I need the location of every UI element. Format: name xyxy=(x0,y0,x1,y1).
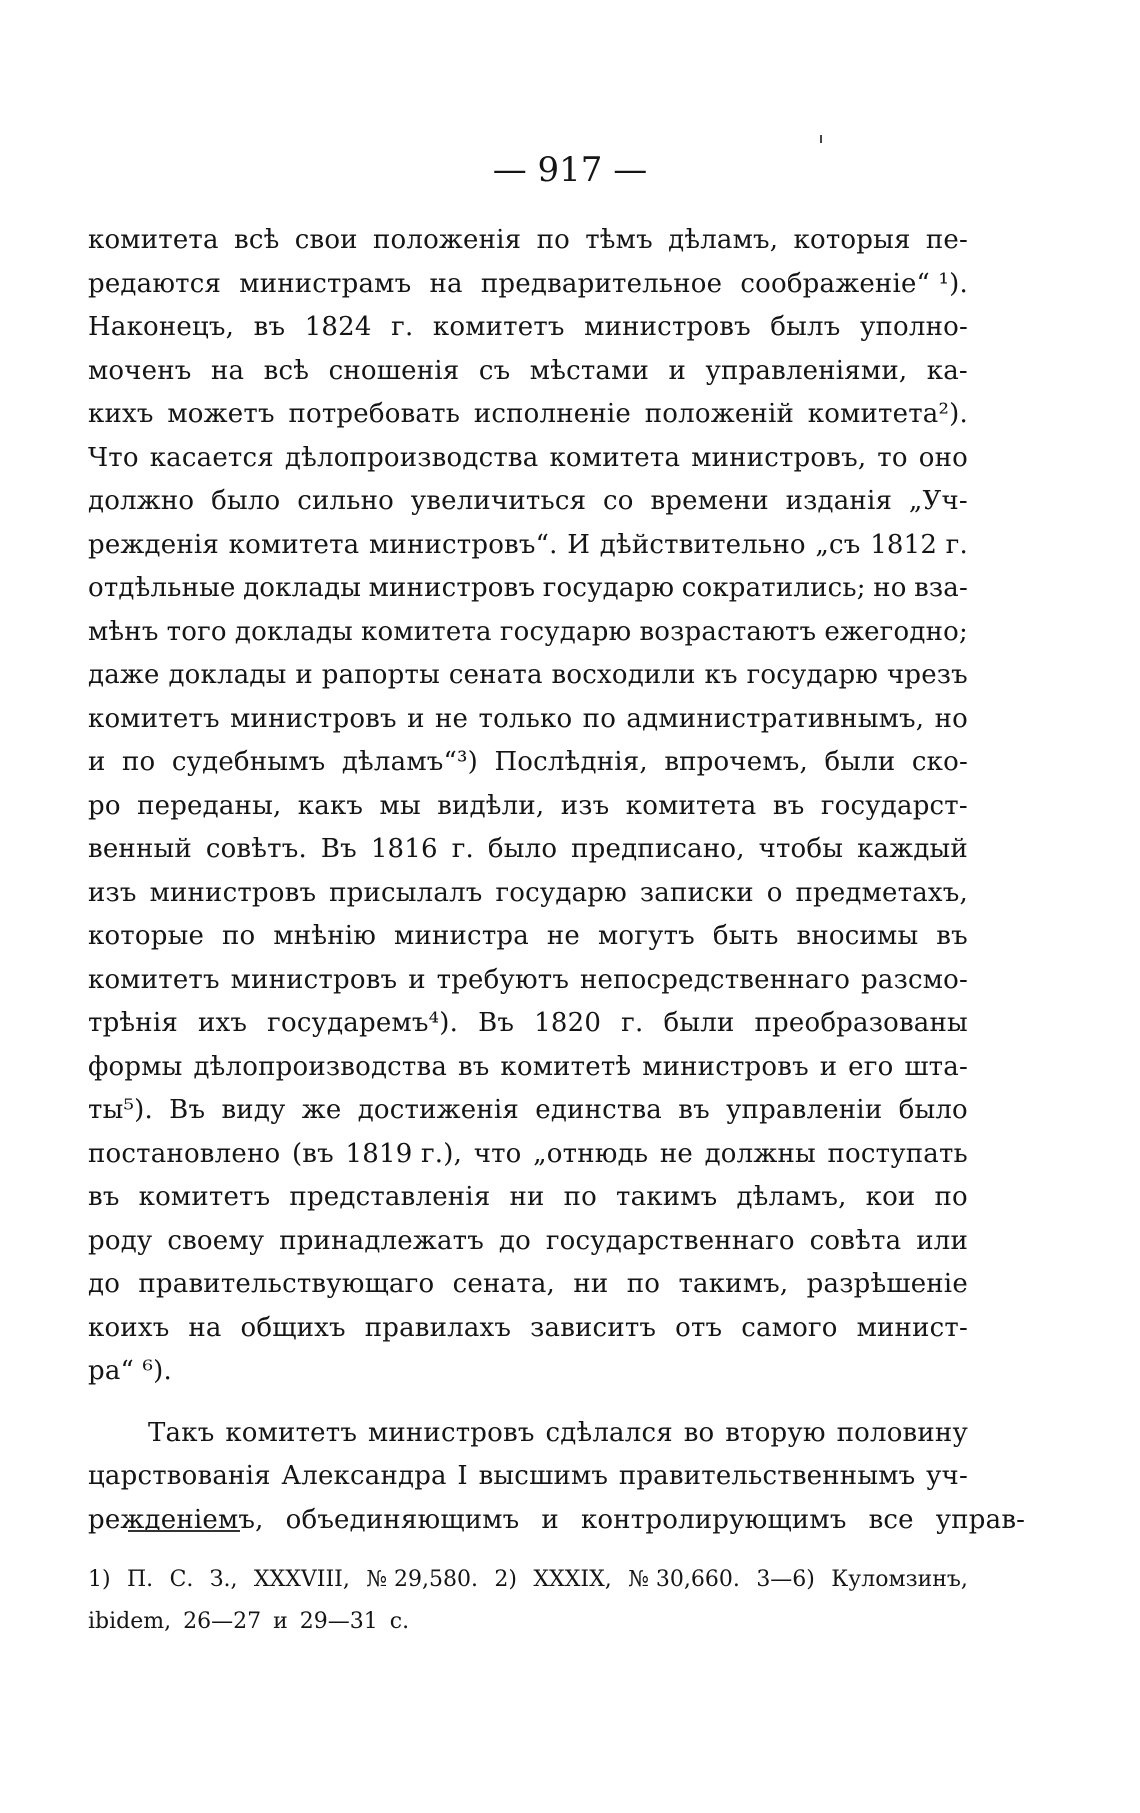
word: каждый xyxy=(857,834,968,864)
word: въ xyxy=(88,1182,120,1212)
word: 1819 г.), xyxy=(345,1138,463,1169)
word: комитетъ xyxy=(88,703,220,734)
word: министровъ xyxy=(368,573,536,603)
word: управ- xyxy=(935,1504,1026,1535)
word: ско- xyxy=(911,747,968,777)
word: государю xyxy=(499,616,632,647)
word: должно xyxy=(88,486,195,516)
word: моченъ xyxy=(88,355,192,386)
word: на xyxy=(429,268,463,299)
word: присылалъ xyxy=(329,877,483,908)
word: режденія xyxy=(88,529,219,560)
word: 29—31 xyxy=(299,1609,378,1634)
body-text xyxy=(88,225,1026,1548)
word: которыя xyxy=(793,225,911,255)
word: о xyxy=(766,877,783,908)
text-line xyxy=(88,704,968,748)
word: объединяющимъ xyxy=(285,1504,520,1535)
word: ни xyxy=(573,1269,609,1299)
word: I xyxy=(457,1461,468,1491)
word: только xyxy=(478,703,573,734)
word: Наконецъ, xyxy=(88,312,235,342)
word: комитетъ xyxy=(225,1417,358,1448)
text-line xyxy=(88,1226,968,1270)
word: государю xyxy=(746,660,879,690)
word: государственнаго xyxy=(545,1225,795,1256)
text-line xyxy=(88,269,968,313)
word: по xyxy=(626,1269,661,1299)
word: должны xyxy=(704,1138,816,1169)
word: сената, xyxy=(452,1269,555,1299)
word: и xyxy=(407,703,425,734)
word: Послѣднія, xyxy=(494,747,648,777)
word: государст- xyxy=(820,790,968,821)
text-line xyxy=(88,617,968,661)
text-line xyxy=(88,1356,968,1400)
word: формы xyxy=(88,1051,183,1082)
word: Что xyxy=(88,442,139,473)
word: „съ xyxy=(815,529,861,560)
word: самого xyxy=(741,1312,838,1343)
word: дѣламъ“³) xyxy=(341,747,478,777)
word: государю xyxy=(495,877,627,908)
word: сношенія xyxy=(328,355,460,386)
word: административнымъ, xyxy=(626,703,925,734)
word: Куломзинъ, xyxy=(831,1567,968,1592)
word: вторую xyxy=(725,1417,826,1448)
word: не xyxy=(546,921,581,951)
word: № 30,660. xyxy=(628,1567,740,1592)
footnote-divider xyxy=(128,1530,240,1532)
text-line xyxy=(88,1182,968,1226)
word: роду xyxy=(88,1225,153,1256)
word: которые xyxy=(88,921,205,951)
text-line xyxy=(88,1313,968,1357)
text-line xyxy=(88,1139,968,1183)
word: положенія xyxy=(372,225,522,255)
text-line xyxy=(88,1095,968,1139)
word: комитета xyxy=(228,529,360,560)
word: было xyxy=(487,834,558,864)
word: комитета xyxy=(625,790,757,821)
word: сената xyxy=(448,660,543,690)
word: требуютъ xyxy=(436,964,570,995)
word: въ xyxy=(253,312,286,342)
word: единства xyxy=(535,1095,662,1125)
word: государемъ⁴). xyxy=(267,1008,459,1038)
text-line xyxy=(88,356,968,400)
word: пе- xyxy=(925,225,968,255)
text-line xyxy=(88,399,968,443)
text-line xyxy=(88,1269,968,1313)
word: но xyxy=(873,573,907,603)
word: правительствующаго xyxy=(138,1269,435,1299)
word: министровъ, xyxy=(691,442,867,473)
word: достиженія xyxy=(357,1095,520,1125)
word: венный xyxy=(88,834,192,864)
word: по xyxy=(563,1182,597,1212)
word: министровъ“. xyxy=(369,529,558,560)
word: доклады xyxy=(243,573,362,603)
text-line xyxy=(88,660,968,704)
word: комитетѣ xyxy=(500,1051,632,1082)
word: комитетъ xyxy=(432,312,565,342)
text-line xyxy=(88,791,968,835)
word: виду xyxy=(221,1095,286,1125)
text-line xyxy=(88,921,968,965)
word: „Уч- xyxy=(908,486,968,516)
word: на xyxy=(188,1312,222,1343)
word: сократились; xyxy=(681,573,866,603)
word: 1820 xyxy=(534,1008,602,1038)
word: ка- xyxy=(926,355,968,386)
word: и xyxy=(668,355,687,386)
word: былъ xyxy=(770,312,841,342)
word: положеній xyxy=(644,399,794,429)
word: ни xyxy=(509,1182,545,1212)
word: с. xyxy=(389,1609,410,1634)
word: быть xyxy=(712,921,779,951)
text-line xyxy=(88,1461,968,1505)
word: дѣйствительно xyxy=(599,529,806,560)
word: XXXIX, xyxy=(533,1567,612,1592)
word: преобразованы xyxy=(754,1008,968,1038)
word: мѣнъ xyxy=(88,616,159,647)
word: всѣ xyxy=(233,225,280,255)
word: совѣтъ. xyxy=(205,834,307,864)
word: вносимы xyxy=(796,921,919,951)
word: сдѣлался xyxy=(545,1417,673,1448)
text-line xyxy=(88,834,968,878)
word: въ xyxy=(678,1095,710,1125)
word: министра xyxy=(394,921,529,951)
word: до xyxy=(498,1225,531,1256)
word: министровъ xyxy=(584,312,751,342)
word: „отнюдь xyxy=(533,1138,649,1169)
word: и xyxy=(408,964,426,995)
word: въ xyxy=(457,1051,490,1082)
word: по xyxy=(222,921,256,951)
word: коихъ xyxy=(88,1312,170,1343)
footnote-line xyxy=(88,1609,968,1651)
word: С. xyxy=(169,1567,194,1592)
word: поступать xyxy=(827,1138,968,1169)
word: П. xyxy=(126,1567,154,1592)
word: то xyxy=(877,442,908,473)
print-mark xyxy=(820,135,822,143)
word: представленія xyxy=(289,1182,491,1212)
word: видѣли, xyxy=(437,790,545,821)
word: въ xyxy=(772,790,805,821)
word: редаются xyxy=(88,268,222,299)
word: тѣмъ xyxy=(585,225,653,255)
word: вза- xyxy=(914,573,968,603)
word: мы xyxy=(379,790,421,821)
word: 2) xyxy=(494,1567,517,1592)
word: не xyxy=(435,703,469,734)
word: З., xyxy=(209,1567,238,1592)
word: царствованія xyxy=(88,1461,271,1491)
word: и xyxy=(88,747,106,777)
word: государю xyxy=(542,573,675,603)
word: министрамъ xyxy=(239,268,412,299)
word: изъ xyxy=(560,790,610,821)
word: были xyxy=(663,1008,735,1038)
text-line xyxy=(88,225,968,269)
word: уполно- xyxy=(860,312,968,342)
text-line xyxy=(88,965,968,1009)
word: такимъ xyxy=(615,1182,718,1212)
word: такимъ, xyxy=(678,1269,789,1299)
word: комитета xyxy=(361,616,492,647)
word: того xyxy=(166,616,227,647)
word: къ xyxy=(704,660,738,690)
word: зависитъ xyxy=(530,1312,657,1343)
word: но xyxy=(934,703,968,734)
word: непосредственнаго xyxy=(580,964,851,995)
word: предметахъ, xyxy=(795,877,968,908)
word: контролирующимъ xyxy=(580,1504,847,1535)
word: было xyxy=(211,486,281,516)
word: разрѣшеніе xyxy=(806,1269,968,1299)
word: ты⁵). xyxy=(88,1095,153,1125)
text-line xyxy=(88,1504,1026,1549)
word: общихъ xyxy=(240,1312,346,1343)
word: министровъ xyxy=(149,877,317,908)
footnotes xyxy=(88,1567,968,1651)
text-line xyxy=(88,530,968,574)
word: комитета xyxy=(549,442,681,473)
word: все xyxy=(868,1504,914,1535)
text-line xyxy=(88,443,968,487)
word: министровъ xyxy=(367,1417,535,1448)
word: Въ xyxy=(478,1008,515,1038)
word: или xyxy=(916,1225,968,1256)
word: доклады xyxy=(168,660,287,690)
word: 1) xyxy=(88,1567,111,1592)
word: г. xyxy=(391,312,414,342)
word: и xyxy=(295,660,313,690)
word: соображеніе“ ¹). xyxy=(740,268,968,299)
word: управленіями, xyxy=(705,355,908,386)
word: свои xyxy=(294,225,358,255)
word: изданія xyxy=(785,486,893,516)
text-line xyxy=(88,573,968,617)
word: трѣнія xyxy=(88,1008,178,1038)
word: рапорты xyxy=(321,660,440,690)
word: уч- xyxy=(926,1461,968,1491)
word: министровъ xyxy=(230,964,398,995)
word: предварительное xyxy=(480,268,723,299)
word: мнѣнію xyxy=(273,921,377,951)
word: отдѣльные xyxy=(88,573,236,603)
word: постановлено xyxy=(88,1138,281,1169)
word: 1816 xyxy=(370,834,438,864)
word: по xyxy=(582,703,617,734)
word: его xyxy=(848,1051,894,1082)
word: половину xyxy=(836,1417,968,1448)
word: оно xyxy=(918,442,968,473)
word: исполненіе xyxy=(473,399,631,429)
word: минист- xyxy=(856,1312,968,1343)
word: судебнымъ xyxy=(171,747,326,777)
word: въ xyxy=(936,921,968,951)
word: ра“ ⁶). xyxy=(88,1356,172,1386)
word: 1824 xyxy=(304,312,372,342)
word: со xyxy=(603,486,634,516)
word: (въ xyxy=(291,1138,334,1169)
page-number: — 917 — xyxy=(492,150,648,190)
word: 3—6) xyxy=(756,1567,815,1592)
word: по xyxy=(122,747,156,777)
word: предписано, xyxy=(571,834,745,864)
word: г. xyxy=(451,834,474,864)
word: доклады xyxy=(234,616,353,647)
word: режденіемъ, xyxy=(88,1504,264,1535)
word: можетъ xyxy=(167,399,275,429)
word: принадлежатъ xyxy=(279,1225,484,1256)
word: высшимъ xyxy=(478,1461,609,1491)
text-line xyxy=(88,312,968,356)
text-line xyxy=(88,486,968,530)
word: и xyxy=(273,1609,288,1634)
word: по xyxy=(934,1182,968,1212)
word: комитетъ xyxy=(138,1182,271,1212)
word: кои xyxy=(865,1182,916,1212)
word: министровъ xyxy=(230,703,397,734)
word: потребовать xyxy=(288,399,461,429)
word: записки xyxy=(639,877,754,908)
word: чрезъ xyxy=(886,660,968,690)
word: разсмо- xyxy=(861,964,968,995)
footnote-line xyxy=(88,1567,968,1609)
word: Александра xyxy=(281,1461,447,1491)
word: и xyxy=(819,1051,838,1082)
word: же xyxy=(301,1095,342,1125)
word: Въ xyxy=(169,1095,206,1125)
word: дѣламъ, xyxy=(736,1182,847,1212)
word: ихъ xyxy=(197,1008,248,1038)
word: управленіи xyxy=(726,1095,883,1125)
word: Въ xyxy=(320,834,357,864)
word: по xyxy=(536,225,570,255)
word: увеличиться xyxy=(410,486,587,516)
word: всѣ xyxy=(263,355,310,386)
word: были xyxy=(824,747,896,777)
word: дѣламъ, xyxy=(668,225,779,255)
text-line xyxy=(88,747,968,791)
word: могутъ xyxy=(597,921,695,951)
word: было xyxy=(898,1095,968,1125)
word: комитета xyxy=(88,225,219,255)
word: изъ xyxy=(88,877,137,908)
word: г. xyxy=(621,1008,644,1038)
word: съ xyxy=(478,355,511,386)
word: на xyxy=(210,355,245,386)
word: и xyxy=(541,1504,559,1535)
word: совѣта xyxy=(809,1225,902,1256)
word: ibidem, xyxy=(88,1609,172,1634)
word: своему xyxy=(167,1225,265,1256)
text-line xyxy=(88,878,968,922)
word: ежегодно; xyxy=(824,616,968,647)
word: даже xyxy=(88,660,160,690)
word: сильно xyxy=(297,486,394,516)
word: Такъ xyxy=(148,1417,215,1448)
word: комитета²). xyxy=(807,399,968,429)
word: переданы, xyxy=(137,790,282,821)
word: отъ xyxy=(675,1312,723,1343)
word: во xyxy=(683,1417,715,1448)
word: № 29,580. xyxy=(366,1567,479,1592)
word: кихъ xyxy=(88,399,154,429)
word: дѣлопроизводства xyxy=(193,1051,448,1082)
word: ро xyxy=(88,790,121,821)
word: возрастаютъ xyxy=(639,616,817,647)
word: впрочемъ, xyxy=(664,747,808,777)
word: до xyxy=(88,1269,121,1299)
word: мѣстами xyxy=(529,355,650,386)
word: восходили xyxy=(551,660,696,690)
text-line xyxy=(88,1418,968,1462)
word: XXXVIII, xyxy=(253,1567,350,1592)
word: 26—27 xyxy=(183,1609,262,1634)
text-line xyxy=(88,1008,968,1052)
word: не xyxy=(659,1138,693,1169)
word: касается xyxy=(149,442,274,473)
word: правилахъ xyxy=(364,1312,512,1343)
word: комитетъ xyxy=(88,964,220,995)
text-line xyxy=(88,1052,968,1096)
word: И xyxy=(567,529,591,560)
word: времени xyxy=(650,486,769,516)
word: 1812 г. xyxy=(870,529,968,560)
word: правительственнымъ xyxy=(618,1461,916,1491)
word: чтобы xyxy=(758,834,844,864)
word: дѣлопроизводства xyxy=(284,442,539,473)
word: министровъ xyxy=(642,1051,809,1082)
word: какъ xyxy=(297,790,364,821)
word: шта- xyxy=(904,1051,968,1082)
word: что xyxy=(473,1138,522,1169)
